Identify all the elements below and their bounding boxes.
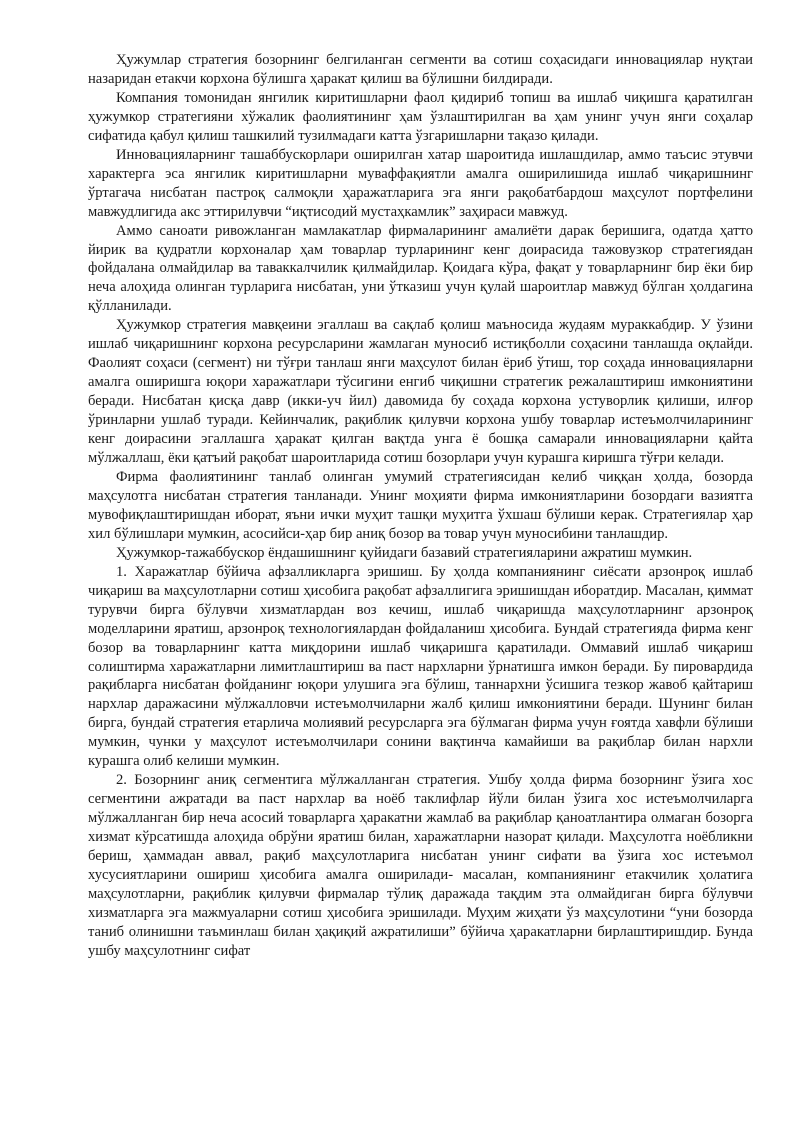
- paragraph: Инновацияларнинг ташаббускорлари оширилган хатар шароитида ишлашдилар, аммо таъсис этувчи характерга эса янгилик киритишларни муваффақиятли амалга оширилишида ишлаб чиқаришнинг ўртагача нисбатан пастроқ салмоқли ҳаражатларига эга янги рақобатбардош маҳсулот портфелини мавжудлигида акс эттирилувчи “иқтисодий мустаҳкамлик” заҳираси мавжуд.: [88, 146, 753, 220]
- paragraph: Компания томонидан янгилик киритишларни фаол қидириб топиш ва ишлаб чиқишга қаратилган ҳужумкор стратегияни хўжалик фаолиятининг ҳам ўзлаштирилган ва ҳам унинг учун янги соҳалар сифатида қабул қилиш ташкилий тузилмадаги катта ўзгаришларни тақазо қилади.: [88, 89, 753, 144]
- paragraph: Ҳужумлар стратегия бозорнинг белгиланган сегменти ва сотиш соҳасидаги инновациялар нуқтаи назаридан етакчи корхона бўлишга ҳаракат қилиш ва бўлишни билдиради.: [88, 52, 753, 87]
- list-item-paragraph: 2. Бозорнинг аниқ сегментига мўлжалланган стратегия. Ушбу ҳолда фирма бозорнинг ўзига хос сегментини ажратади ва паст нархлар ва ноёб таклифлар йўли билан ўзига хос истеъмолчиларга мўлжалланган бир неча асосий товарларга ҳаракатни жамлаб ва рақиблар қаноатлантира олмаган бозорга хизмат кўрсатишда алоҳида обрўни яратиш билан, харажатларни назорат қилади. Маҳсулотга ноёбликни бериш, ҳаммадан аввал, рақиб маҳсулотларига нисбатан унинг сифати ва ўзига хос истеъмол хусусиятларини ошириш ҳисобига амалга оширилади- масалан, компаниянинг етакчилик ҳолатига маҳсулотларни, рақиблик қилувчи фирмалар тўлиқ даражада тақдим эта олмайдиган бирга бўлувчи хизматларга эга мажмуаларни сотиш ҳисобига эришилади. Муҳим жиҳати ўз маҳсулотини “уни бозорда таниб олинишни таъминлаш билан ҳақиқий ажратилиши” бўйича ҳаракатларни бирлаштиришдир. Бунда ушбу маҳсулотнинг сифат: [88, 772, 753, 959]
- document-page: [88, 51, 753, 961]
- paragraph: Аммо саноати ривожланган мамлакатлар фирмаларининг амалиёти дарак беришига, одатда ҳатто йирик ва қудратли корхоналар ҳам товарлар турларининг кенг доирасида тажовузкор стратегиядан фойдалана олмайдилар ва таваккалчилик қилмайдилар. Қоидага кўра, фақат у товарларнинг бир ёки бир неча алоҳида олинган турларига нисбатан, уни ўтказиш учун қулай шароитлар мавжуд бўлган ҳолдагина қўлланилади.: [88, 222, 753, 315]
- paragraph: Ҳужумкор стратегия мавқеини эгаллаш ва сақлаб қолиш маъносида жудаям мураккабдир. У ўзини ишлаб чиқаришнинг корхона ресурсларини жамлаган муносиб истиқболли соҳасини танлашда оқлайди. Фаолият соҳаси (сегмент) ни тўғри танлаш янги маҳсулот билан ёриб ўтиш, тор соҳада инновацияларни амалга оширишга юқори харажатлари тўсигини енгиб чиқишни стратегик режалаштириш имкониятини беради. Нисбатан қисқа давр (икки-уч йил) давомида бу соҳада корхона устуворлик қилиши, илғор ўринларни ушлаб туради. Кейинчалик, рақиблик қилувчи корхона ушбу товарлар истеъмолчиларининг кенг доирасини эгаллашга ҳаракат қилган вақтда унга ё бошқа самарали инновацияларни қайта мўлжаллаш, ёки қатъий рақобат шароитларида сотиш бозорлари учун курашга киришга тўғри келади.: [88, 317, 753, 467]
- paragraph: Фирма фаолиятининг танлаб олинган умумий стратегиясидан келиб чиққан ҳолда, бозорда маҳсулотга нисбатан стратегия танланади. Унинг моҳияти фирма имкониятларини бозордаги вазиятга мувофиқлаштиришдан иборат, яъни ички муҳит ташқи муҳитга ўхшаш бўлиши керак. Стратегиялар ҳар хил бўлишлари мумкин, асосийси-ҳар бир аниқ бозор ва товар учун муносибини танлашдир.: [88, 468, 753, 542]
- paragraph: Ҳужумкор-тажаббускор ёндашишнинг қуйидаги базавий стратегияларини ажратиш мумкин.: [116, 544, 693, 561]
- list-item-paragraph: 1. Харажатлар бўйича афзалликларга эришиш. Бу ҳолда компаниянинг сиёсати арзонроқ ишлаб чиқариш ва маҳсулотларни сотиш ҳисобига рақобат афзаллигига эришишдан иборатдир. Масалан, қиммат турувчи бирга бўлувчи хизматлардан воз кечиш, ишлаб чиқаришда маҳсулотларнинг арзонроқ моделларини яратиш, арзонроқ технологиялардан фойдаланиш ҳисобига. Бундай стратегияда фирма кенг бозор ва товарларнинг катта миқдорини ишлаб чиқаришга қаратилади. Оммавий ишлаб чиқариш солиштирма харажатларни лимитлаштириш ва паст нархларни ўрнатишга имкон беради. Бу пировардида рақибларга нисбатан фойданинг юқори улушига эга бўлиш, таннархни ўсишига тезкор жавоб қайтариш нархлар даражасини мўлжалловчи истеъмолчиларни жалб қилиш имкониятини беради. Шунинг билан бирга, бундай стратегия етарлича молиявий ресурсларга эга бўлмаган фирма учун ғоятда хавфли бўлиши мумкин, чунки у маҳсулот истеъмолчилари сонини вақтинча камайиши ва рақиблар билан нархли курашга олиб келиши мумкин.: [88, 563, 753, 770]
